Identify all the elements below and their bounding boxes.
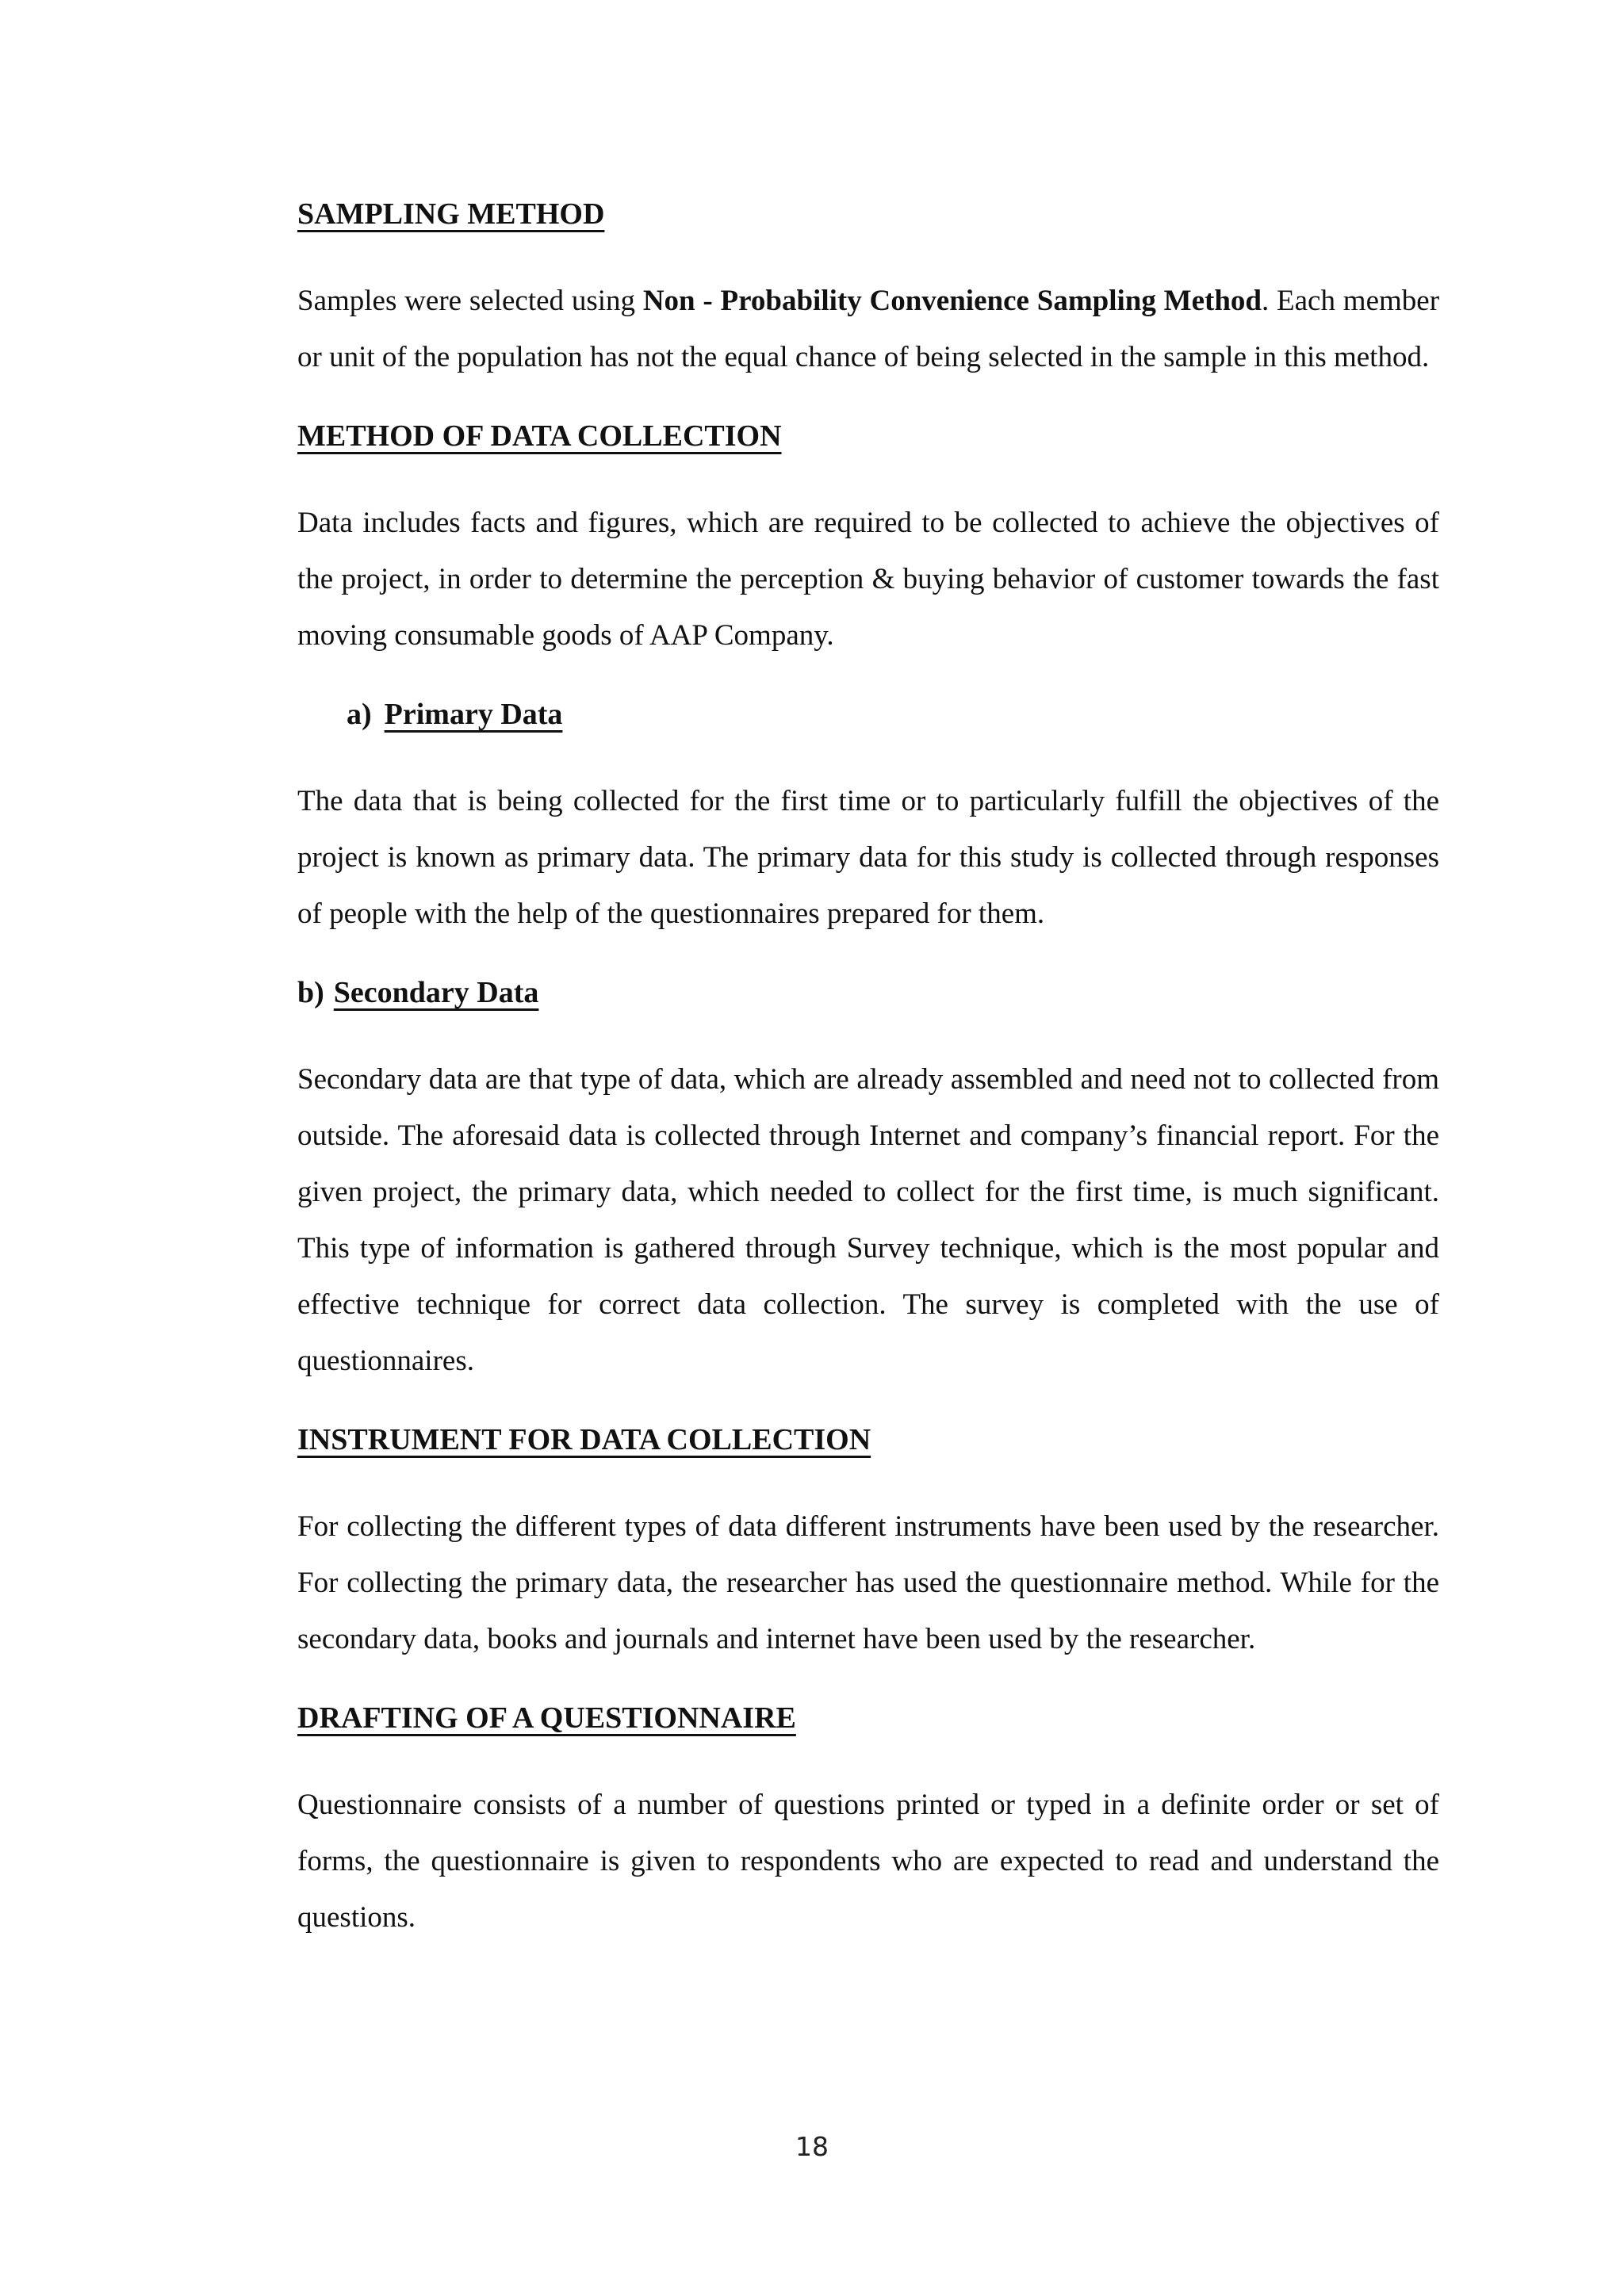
- heading-method-of-data-collection: METHOD OF DATA COLLECTION: [297, 419, 782, 453]
- sampling-text-start: Samples were selected using: [297, 285, 643, 317]
- page-number: 18: [795, 2131, 829, 2162]
- paragraph-drafting: Questionnaire consists of a number of questions printed or typed in a definite order or set of forms, the questionnaire is given to respondents who are expected to read and understand the questions.: [297, 1789, 1439, 1934]
- heading-sampling-method: SAMPLING METHOD: [297, 197, 605, 231]
- document-page: [297, 190, 1439, 1973]
- paragraph-data-collection: Data includes facts and figures, which are required to be collected to achieve the objectives of the project, in order to determine the perception & buying behavior of customer towards the fast moving consumable goods of AAP Company.: [297, 507, 1439, 652]
- heading-instrument-for-data-collection: INSTRUMENT FOR DATA COLLECTION: [297, 1423, 871, 1456]
- secondary-marker: b): [297, 976, 324, 1009]
- paragraph-secondary-data: Secondary data are that type of data, which are already assembled and need not to collected from outside. The aforesaid data is collected through Internet and company’s financial report. For the given project, the primary data, which needed to collect for the first time, is much significant. This type of information is gathered through Survey technique, which is the most popular and effective technique for correct data collection. The survey is completed with the use of questionnaires.: [297, 1063, 1439, 1377]
- paragraph-instrument: For collecting the different types of data different instruments have been used by the researcher. For collecting the primary data, the researcher has used the questionnaire method. While for the secondary data, books and journals and internet have been used by the researcher.: [297, 1510, 1439, 1655]
- sampling-method-bold: Non - Probability Convenience Sampling Method: [642, 285, 1262, 317]
- heading-drafting-of-questionnaire: DRAFTING OF A QUESTIONNAIRE: [297, 1701, 796, 1735]
- paragraph-primary-data: The data that is being collected for the first time or to particularly fulfill the objectives of the project is known as primary data. The primary data for this study is collected through responses of people with the help of the questionnaires prepared for them.: [297, 785, 1439, 930]
- paragraph-sampling-method: [297, 273, 1439, 385]
- primary-title: Primary Data: [384, 698, 563, 731]
- primary-marker: a): [347, 698, 372, 731]
- subheading-secondary-data: [297, 969, 1439, 1016]
- subheading-primary-data: [297, 691, 1439, 738]
- secondary-title: Secondary Data: [333, 976, 539, 1009]
- sampling-text-end: . Each member or unit of the population has not the equal chance of being selected in the sample in this method.: [297, 285, 1440, 373]
